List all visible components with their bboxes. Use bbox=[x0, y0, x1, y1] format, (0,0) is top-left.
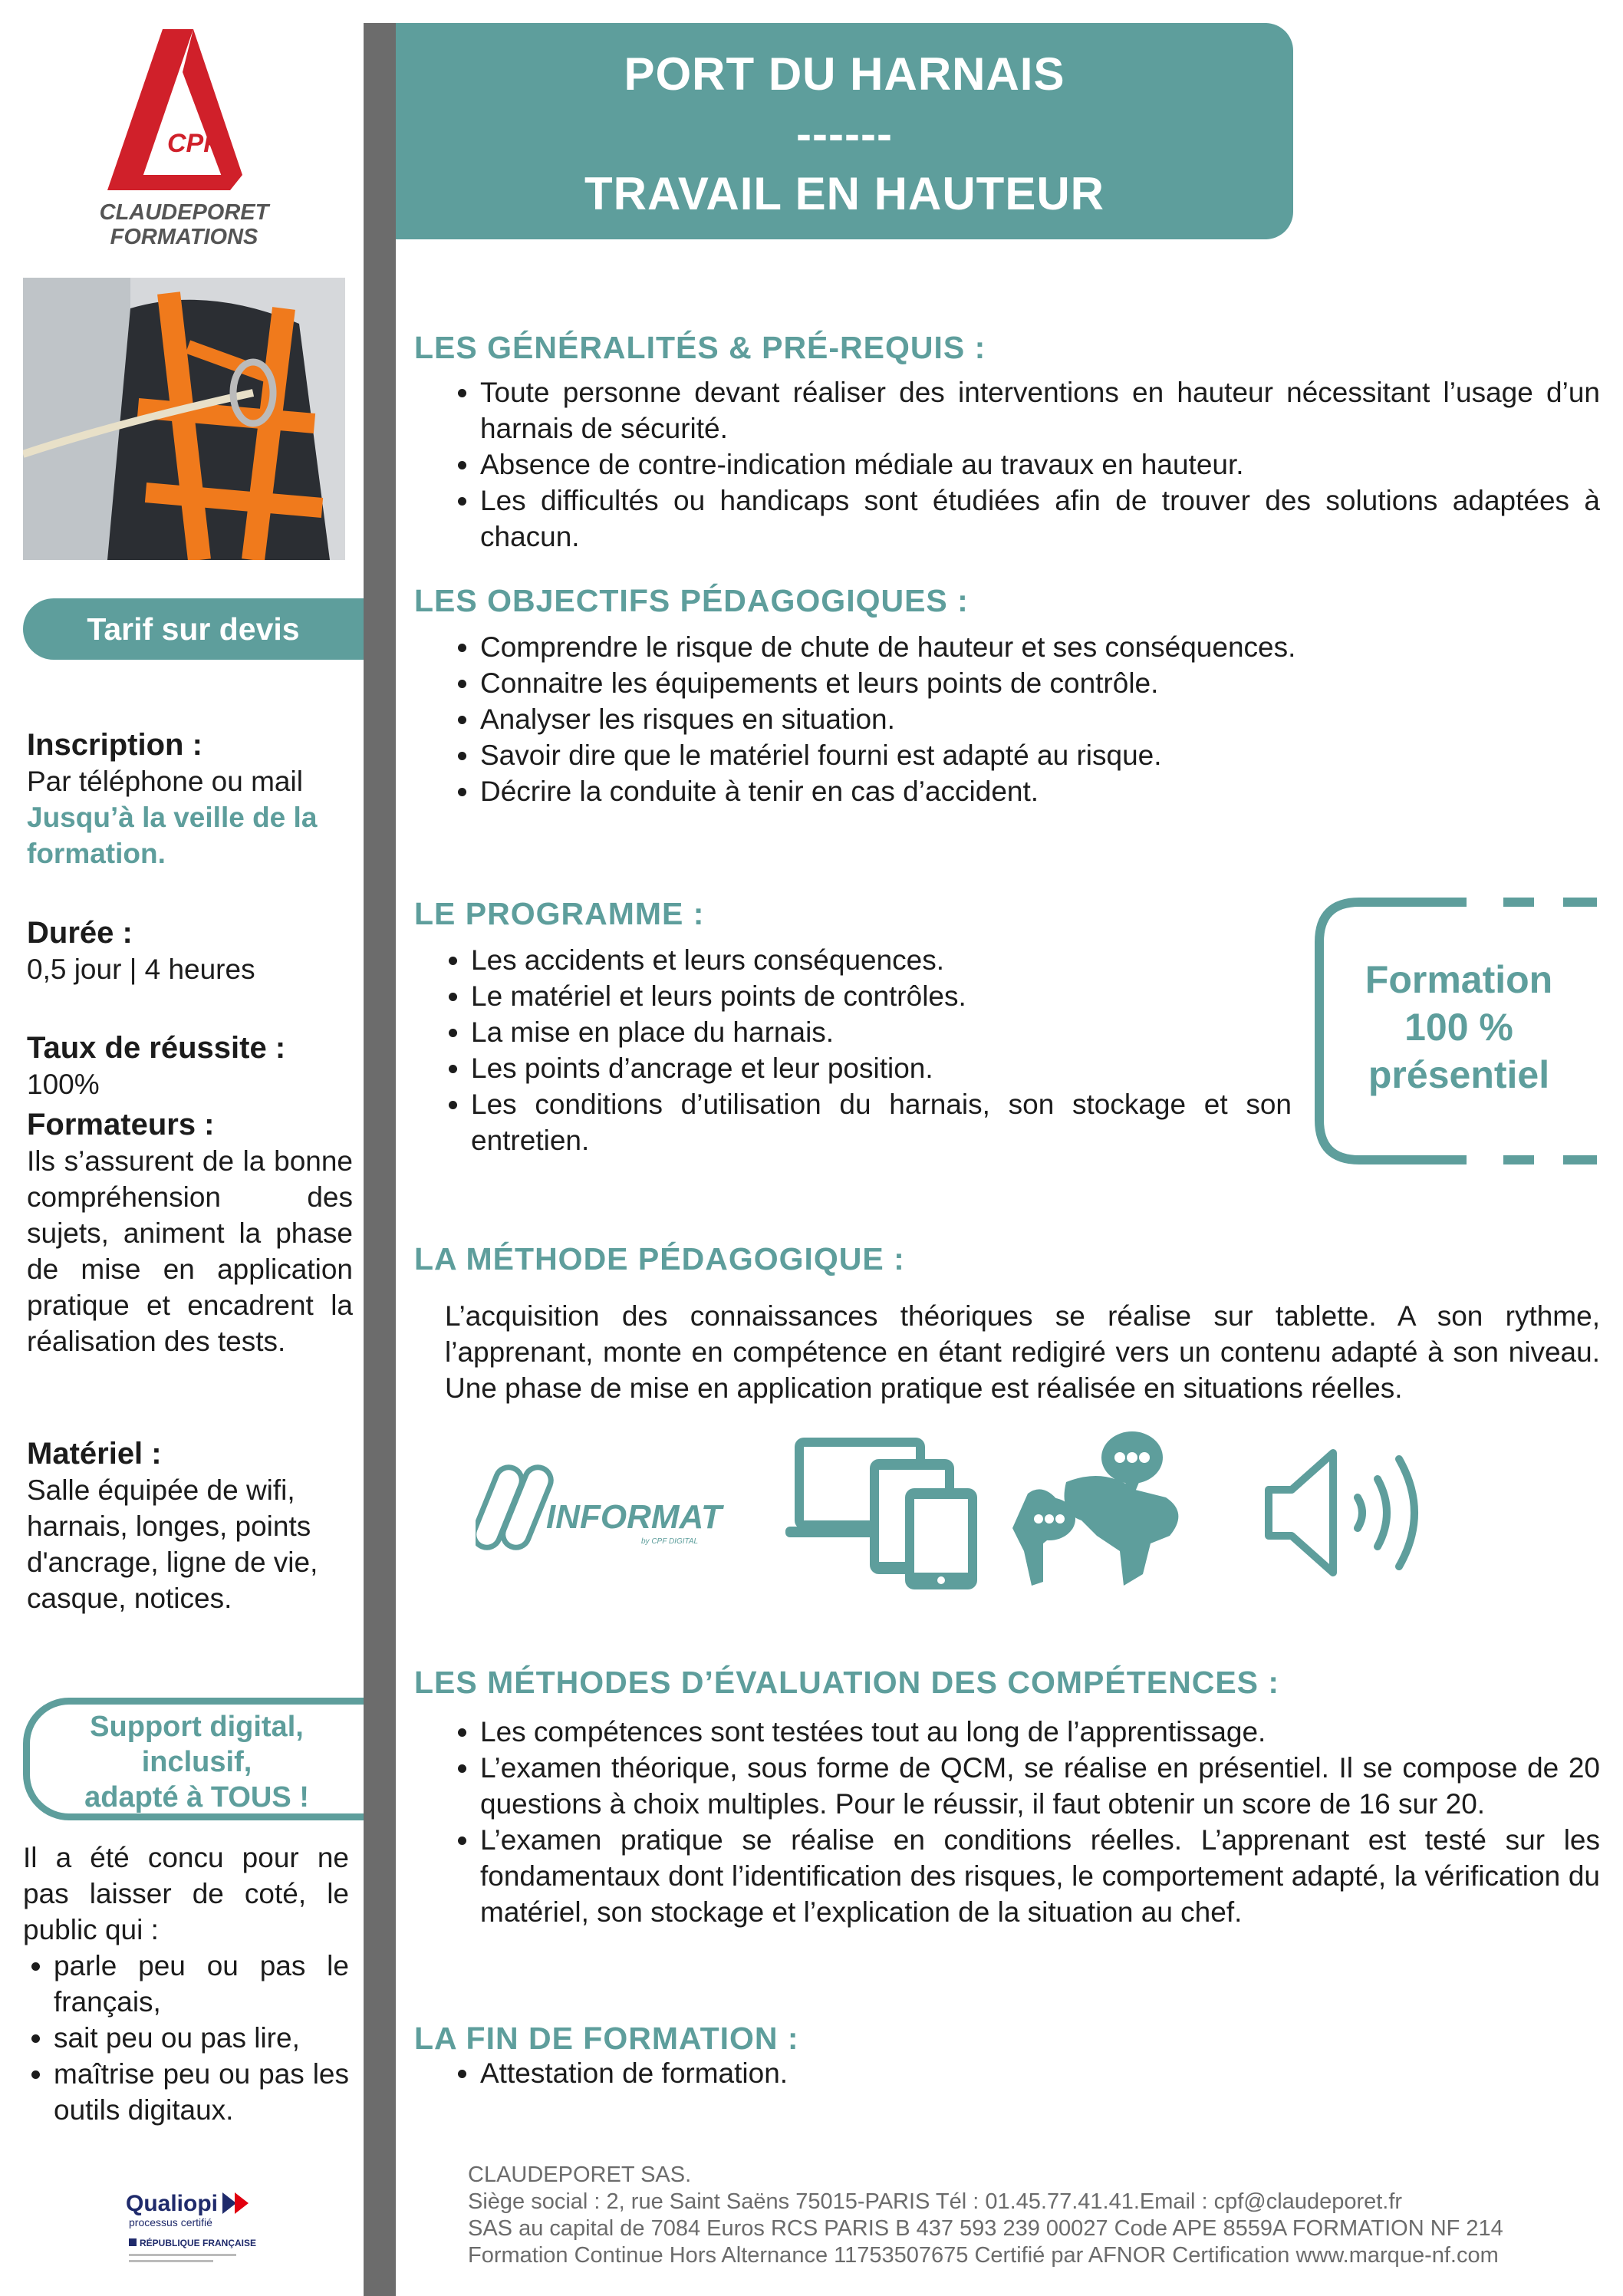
list-item: • L’examen théorique, sous forme de QCM, se réalise en présentiel. Il se compose de 20 questions à choix multiples. Pour le réussir, il faut obtenir un score de 16 sur 20. bbox=[480, 1750, 1600, 1822]
objectifs-heading: LES OBJECTIFS PÉDAGOGIQUES : bbox=[414, 583, 969, 618]
list-item: • L’examen pratique se réalise en conditions réelles. L’apprenant est testé sur les fondamentaux dont l’identification des risques, le comportement adapté, la vérification du matériel, son stockage et l’explication de la situation au chef. bbox=[480, 1822, 1600, 1930]
methode-heading: LA MÉTHODE PÉDAGOGIQUE : bbox=[414, 1241, 905, 1276]
taux-label: Taux de réussite : bbox=[27, 1031, 286, 1065]
svg-text:INFORMAT: INFORMAT bbox=[546, 1498, 722, 1536]
presentiel-badge bbox=[1313, 956, 1605, 1099]
evaluation-list bbox=[445, 1714, 1600, 1930]
svg-text:processus certifié: processus certifié bbox=[129, 2216, 212, 2228]
support-list bbox=[23, 1948, 349, 2128]
svg-text:CPF: CPF bbox=[167, 129, 219, 158]
generalites-heading: LES GÉNÉRALITÉS & PRÉ-REQUIS : bbox=[414, 330, 986, 365]
list-item: • parle peu ou pas le français, bbox=[54, 1948, 349, 2020]
generalites-list bbox=[445, 374, 1600, 555]
title-line-3: TRAVAIL EN HAUTEUR bbox=[584, 168, 1104, 219]
fin-list bbox=[445, 2055, 1600, 2091]
support-text: Il a été concu pour ne pas laisser de coté, le public qui : bbox=[23, 1842, 349, 1945]
title-banner bbox=[396, 23, 1293, 239]
inscription-label: Inscription : bbox=[27, 728, 202, 762]
objectifs-list bbox=[445, 629, 1600, 809]
badge-line-2: 100 % bbox=[1404, 1006, 1513, 1049]
list-item: • Savoir dire que le matériel fourni est adapté au risque. bbox=[480, 737, 1600, 773]
support-digital-badge bbox=[23, 1698, 364, 1820]
world-chat-icon bbox=[1012, 1431, 1178, 1586]
harness-photo bbox=[23, 278, 345, 560]
list-item: • Connaitre les équipements et leurs points de contrôle. bbox=[480, 665, 1600, 701]
footer-legal: SAS au capital de 7084 Euros RCS PARIS B 437 593 239 00027 Code APE 8559A FORMATION NF 214 bbox=[468, 2216, 1503, 2241]
fin-heading: LA FIN DE FORMATION : bbox=[414, 2021, 799, 2056]
footer-certification: Formation Continue Hors Alternance 11753507675 Certifié par AFNOR Certification www.marque-nf.com bbox=[468, 2243, 1499, 2268]
list-item: • Les conditions d’utilisation du harnais, son stockage et son entretien. bbox=[471, 1086, 1292, 1158]
devices-icon bbox=[785, 1438, 977, 1589]
list-item: • Les accidents et leurs conséquences. bbox=[471, 942, 1292, 978]
materiel-block bbox=[27, 1436, 353, 1616]
methode-text: L’acquisition des connaissances théoriques se réalise sur tablette. A son rythme, l’apprenant, monte en compétence en étant redigiré vers un contenu adapté à son niveau. Une phase de mise en application pratique est réalisée en situations réelles. bbox=[445, 1300, 1600, 1404]
claudeporet-logo bbox=[92, 29, 276, 252]
evaluation-heading: LES MÉTHODES D’ÉVALUATION DES COMPÉTENCES : bbox=[414, 1665, 1280, 1700]
materiel-label: Matériel : bbox=[27, 1437, 162, 1471]
methode-icons bbox=[476, 1428, 1565, 1589]
taux-block bbox=[27, 1030, 353, 1102]
formateurs-text: Ils s’assurent de la bonne compréhension des sujets, animent la phase de mise en application pratique et encadrent la réalisation des tests. bbox=[27, 1145, 353, 1357]
formateurs-label: Formateurs : bbox=[27, 1108, 215, 1141]
list-item: • Analyser les risques en situation. bbox=[480, 701, 1600, 737]
list-item: • Les difficultés ou handicaps sont étudiées afin de trouver des solutions adaptées à chacun. bbox=[480, 483, 1600, 555]
qualiopi-logo bbox=[123, 2185, 276, 2269]
footer-company: CLAUDEPORET SAS. bbox=[468, 2163, 692, 2187]
informat-logo bbox=[476, 1464, 724, 1552]
list-item: • Absence de contre-indication médiale au travaux en hauteur. bbox=[480, 446, 1600, 483]
footer-address: Siège social : 2, rue Saint Saëns 75015-PARIS Tél : 01.45.77.41.41.Email : cpf@claudeporet.fr bbox=[468, 2189, 1403, 2214]
inscription-deadline: Jusqu’à la veille de la formation. bbox=[27, 802, 318, 869]
svg-text:CLAUDEPORET: CLAUDEPORET bbox=[99, 200, 269, 225]
list-item: • Le matériel et leurs points de contrôles. bbox=[471, 978, 1292, 1014]
title-line-1: PORT DU HARNAIS bbox=[624, 48, 1065, 100]
duree-label: Durée : bbox=[27, 916, 133, 950]
svg-text:RÉPUBLIQUE FRANÇAISE: RÉPUBLIQUE FRANÇAISE bbox=[140, 2238, 257, 2248]
materiel-text: Salle équipée de wifi, harnais, longes, points d'ancrage, ligne de vie, casque, notices. bbox=[27, 1474, 318, 1614]
inscription-text: Par téléphone ou mail bbox=[27, 766, 303, 797]
list-item: • Décrire la conduite à tenir en cas d’accident. bbox=[480, 773, 1600, 809]
list-item: • Les compétences sont testées tout au long de l’apprentissage. bbox=[480, 1714, 1600, 1750]
support-description bbox=[23, 1840, 349, 2128]
list-item: • Les points d’ancrage et leur position. bbox=[471, 1050, 1292, 1086]
list-item: • sait peu ou pas lire, bbox=[54, 2020, 349, 2056]
svg-text:by CPF DIGITAL: by CPF DIGITAL bbox=[641, 1537, 699, 1546]
title-line-2: ------ bbox=[796, 108, 893, 160]
svg-text:FORMATIONS: FORMATIONS bbox=[110, 225, 258, 249]
support-line-1: Support digital, bbox=[90, 1711, 304, 1743]
list-item: • La mise en place du harnais. bbox=[471, 1014, 1292, 1050]
list-item: • Attestation de formation. bbox=[480, 2055, 1600, 2091]
programme-heading: LE PROGRAMME : bbox=[414, 896, 705, 931]
svg-text:Qualiopi: Qualiopi bbox=[126, 2191, 218, 2216]
footer bbox=[468, 2162, 1603, 2269]
list-item: • Comprendre le risque de chute de hauteur et ses conséquences. bbox=[480, 629, 1600, 665]
programme-list bbox=[442, 942, 1292, 1158]
support-line-2: inclusif, bbox=[141, 1746, 252, 1778]
list-item: • Toute personne devant réaliser des interventions en hauteur nécessitant l’usage d’un harnais de sécurité. bbox=[480, 374, 1600, 446]
inscription-block bbox=[27, 727, 353, 871]
duree-block bbox=[27, 915, 353, 987]
formateurs-block bbox=[27, 1107, 353, 1359]
badge-line-1: Formation bbox=[1365, 958, 1553, 1001]
vertical-divider bbox=[364, 23, 396, 2296]
support-line-3: adapté à TOUS ! bbox=[84, 1781, 309, 1813]
taux-value: 100% bbox=[27, 1069, 100, 1100]
speaker-icon bbox=[1269, 1453, 1414, 1573]
tarif-badge: Tarif sur devis bbox=[23, 598, 364, 660]
badge-line-3: présentiel bbox=[1368, 1053, 1550, 1096]
list-item: • maîtrise peu ou pas les outils digitaux. bbox=[54, 2056, 349, 2128]
duree-text: 0,5 jour | 4 heures bbox=[27, 954, 255, 985]
